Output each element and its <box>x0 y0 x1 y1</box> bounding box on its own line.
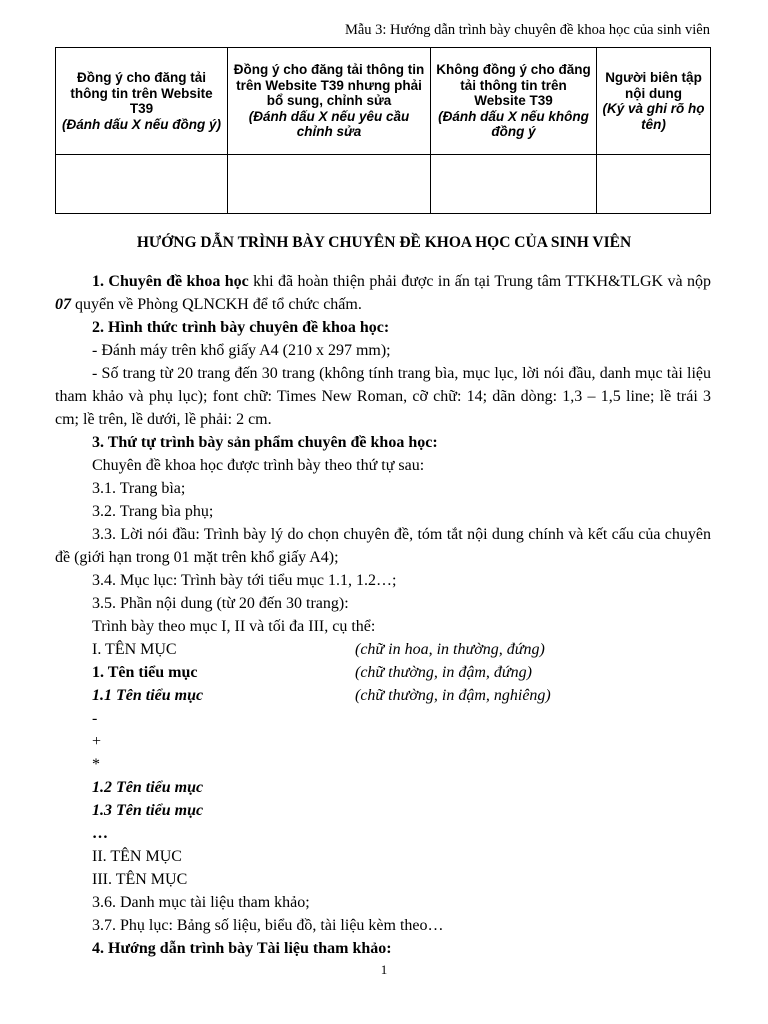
section-4-title: 4. Hướng dẫn trình bày Tài liệu tham khảo: <box>92 940 392 957</box>
section-2-item-paper: - Đánh máy trên khổ giấy A4 (210 x 297 mm); <box>92 342 391 359</box>
page-heading: HƯỚNG DẪN TRÌNH BÀY CHUYÊN ĐỀ KHOA HỌC CỦA SINH VIÊN <box>136 234 632 251</box>
column-header-approve-note: (Đánh dấu X nếu đồng ý) <box>62 116 221 132</box>
subsection-1-3: 1.3 Tên tiểu mục <box>92 802 204 819</box>
column-header-editor <box>597 48 711 155</box>
subsection-1-2: 1.2 Tên tiểu mục <box>92 779 204 796</box>
column-header-editor-note: (Ký và ghi rõ họ tên) <box>602 101 705 132</box>
column-header-approve-with-edits-note: (Đánh dấu X nếu yêu cầu chỉnh sửa <box>248 108 410 140</box>
page-number: 1 <box>380 962 388 977</box>
section-3-intro: Chuyên đề khoa học được trình bày theo thứ tự sau: <box>92 457 425 474</box>
list-marker-star: * <box>92 756 100 773</box>
section-3-content-instructions: Trình bày theo mục I, II và tối đa III, cụ thể: <box>92 618 376 635</box>
section-1-paragraph <box>55 270 711 316</box>
section-3-item-references: 3.6. Danh mục tài liệu tham khảo; <box>92 894 310 911</box>
approval-table-input-row <box>56 155 711 214</box>
section-3-item-preface: 3.3. Lời nói đầu: Trình bày lý do chọn chuyên đề, tóm tắt nội dung chính và kết cấu của chuyên đề (giới hạn trong 01 mặt trên khổ giấy A4); <box>55 526 711 566</box>
column-header-editor-label: Người biên tập nội dung <box>605 70 702 101</box>
editor-signature-cell[interactable] <box>597 155 711 214</box>
column-header-approve-with-edits-label: Đồng ý cho đăng tải thông tin trên Website T39 nhưng phải bổ sung, chỉnh sửa <box>233 62 425 109</box>
column-header-reject <box>431 48 597 155</box>
section-1-text-b: quyển về Phòng QLNCKH để tổ chức chấm. <box>71 296 362 313</box>
reject-mark-cell[interactable] <box>431 155 597 214</box>
format-subsection-label: 1. Tên tiểu mục <box>92 664 198 681</box>
format-sub-subsection-style: (chữ thường, in đậm, nghiêng) <box>355 687 551 704</box>
template-header-note: Mẫu 3: Hướng dẫn trình bày chuyên đề khoa học của sinh viên <box>344 22 710 38</box>
section-iii-label: III. TÊN MỤC <box>92 871 188 888</box>
section-1-copy-count: 07 <box>55 296 71 313</box>
format-row-sub-subsection <box>55 684 711 707</box>
section-3-item-toc: 3.4. Mục lục: Trình bày tới tiểu mục 1.1, 1.2…; <box>92 572 397 589</box>
approval-table-header-row <box>56 48 711 155</box>
format-section-style: (chữ in hoa, in thường, đứng) <box>355 641 545 658</box>
column-header-reject-label: Không đồng ý cho đăng tải thông tin trên Website T39 <box>436 62 591 109</box>
format-row-subsection <box>55 661 711 684</box>
approve-mark-cell[interactable] <box>56 155 228 214</box>
list-marker-dash: - <box>92 710 98 727</box>
continuation-ellipsis: … <box>92 825 108 842</box>
guide-body <box>55 270 711 960</box>
format-sub-subsection-label: 1.1 Tên tiểu mục <box>92 687 204 704</box>
section-1-lead: 1. Chuyên đề khoa học <box>92 273 249 290</box>
section-ii-label: II. TÊN MỤC <box>92 848 182 865</box>
section-2-title: 2. Hình thức trình bày chuyên đề khoa học: <box>92 319 390 336</box>
section-3-item-subcover: 3.2. Trang bìa phụ; <box>92 503 214 520</box>
section-3-item-appendix: 3.7. Phụ lục: Bảng số liệu, biểu đồ, tài liệu kèm theo… <box>92 917 444 934</box>
section-3-item-content: 3.5. Phần nội dung (từ 20 đến 30 trang): <box>92 595 349 612</box>
section-3-title: 3. Thứ tự trình bày sản phẩm chuyên đề khoa học: <box>92 434 438 451</box>
column-header-approve-label: Đồng ý cho đăng tải thông tin trên Website T39 <box>70 70 213 116</box>
section-2-item-pages: - Số trang từ 20 trang đến 30 trang (không tính trang bìa, mục lục, lời nói đầu, danh mục tài liệu tham khảo và phụ lục); font chữ: Times New Roman, cỡ chữ: 14; dãn dòng: 1,3 – 1,5 line; lề trái 3 cm; lề trên, lề dưới, lề phải: 2 cm. <box>55 365 711 428</box>
format-subsection-style: (chữ thường, in đậm, đứng) <box>355 664 532 681</box>
format-row-section <box>55 638 711 661</box>
column-header-reject-note: (Đánh dấu X nếu không đồng ý <box>438 108 589 140</box>
format-section-label: I. TÊN MỤC <box>92 641 177 658</box>
column-header-approve-with-edits <box>228 48 431 155</box>
list-marker-plus: + <box>92 733 102 750</box>
approve-with-edits-mark-cell[interactable] <box>228 155 431 214</box>
approval-table <box>55 47 711 214</box>
column-header-approve <box>56 48 228 155</box>
section-1-text-a: khi đã hoàn thiện phải được in ấn tại Trung tâm TTKH&TLGK và nộp <box>248 273 711 290</box>
section-3-item-cover: 3.1. Trang bìa; <box>92 480 186 497</box>
